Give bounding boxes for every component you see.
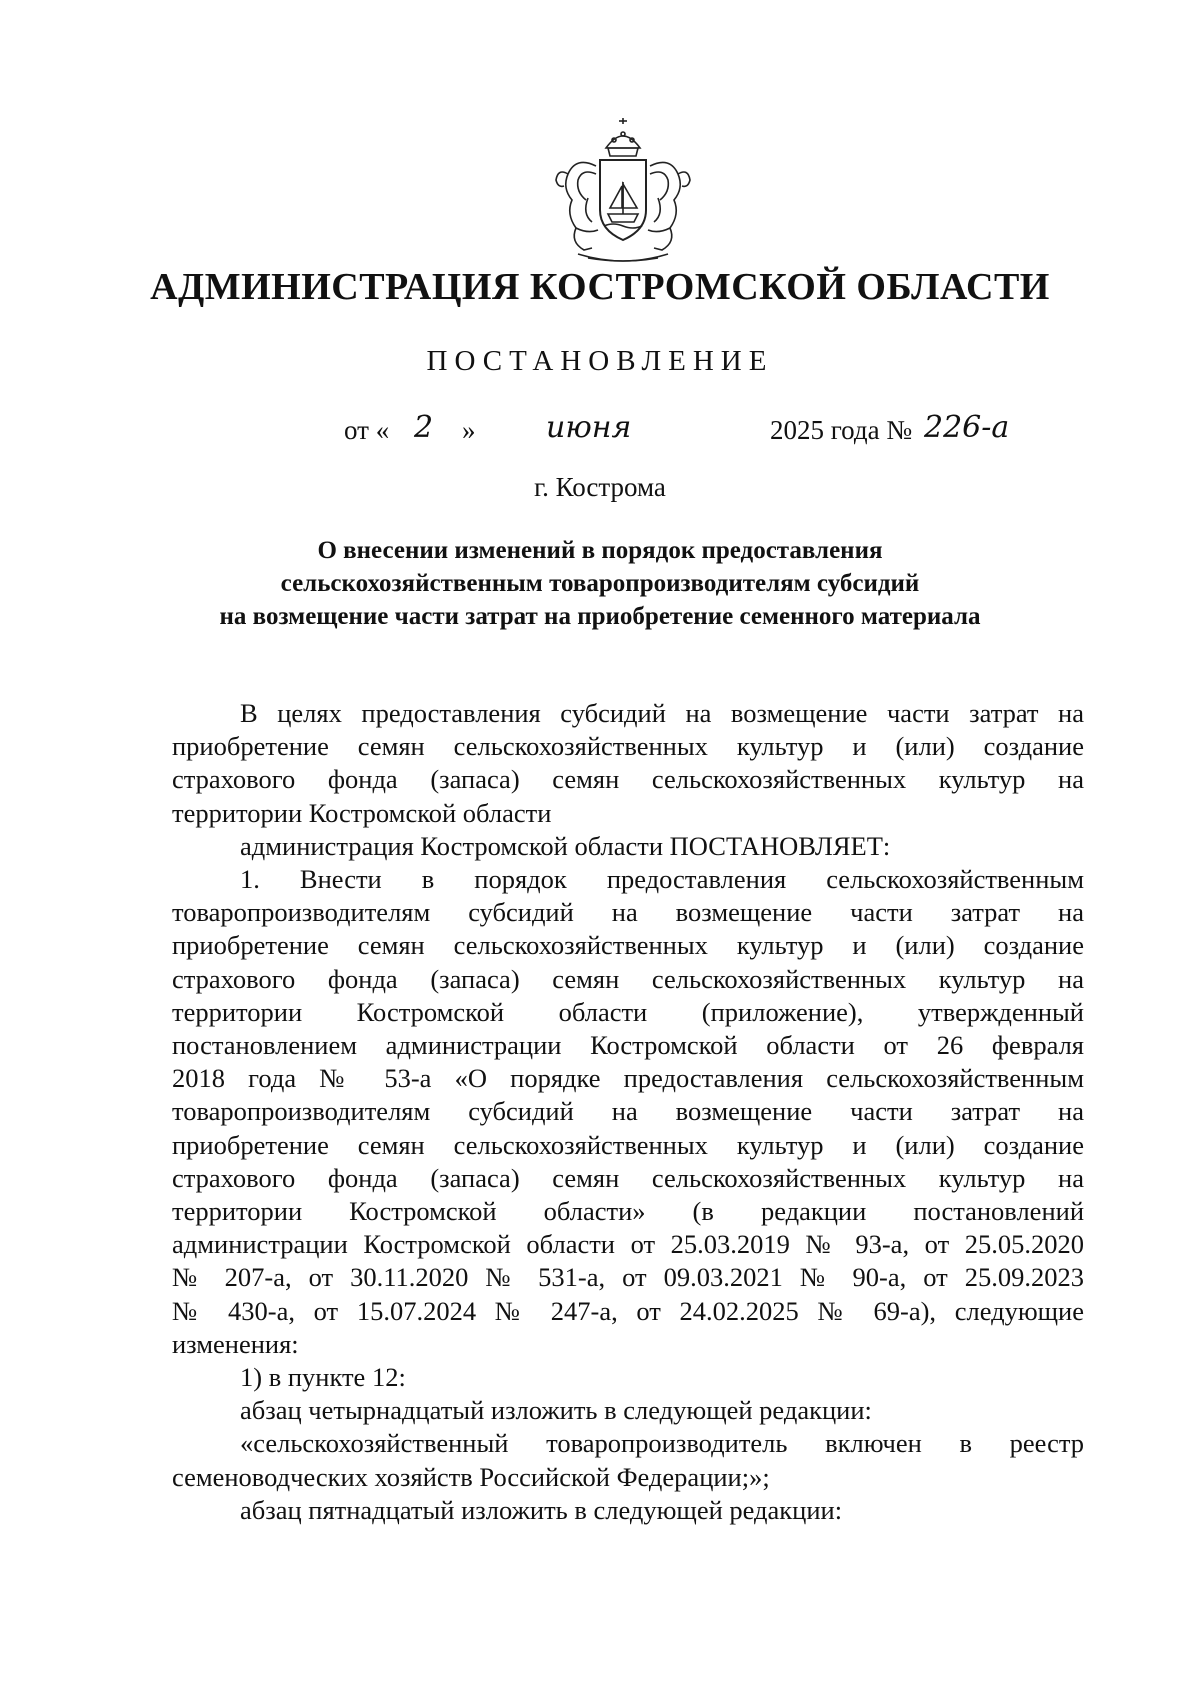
organization-title: АДМИНИСТРАЦИЯ КОСТРОМСКОЙ ОБЛАСТИ (150, 266, 1050, 308)
body-line: территории Костромской области (приложение), утвержденный (172, 996, 1084, 1027)
body-line: товаропроизводителям субсидий на возмещение части затрат на (172, 1096, 1084, 1127)
body-line: абзац четырнадцатый изложить в следующей редакции: (240, 1395, 872, 1426)
body-line: администрация Костромской области ПОСТАНОВЛЯЕТ: (240, 830, 891, 861)
date-year-text: 2025 года № (770, 415, 913, 445)
body-line: товаропроизводителям субсидий на возмещение части затрат на (172, 897, 1084, 928)
body-line: страхового фонда (запаса) семян сельскохозяйственных культур на (172, 963, 1084, 994)
document-subject (150, 534, 1050, 633)
city: г. Кострома (534, 472, 666, 502)
body-line: 1) в пункте 12: (240, 1362, 406, 1393)
document-type: ПОСТАНОВЛЕНИЕ (426, 345, 774, 377)
date-prefix: от « (344, 415, 390, 445)
subject-line: О внесении изменений в порядок предоставления (317, 537, 883, 564)
handwritten-number: 226-а (924, 410, 1010, 445)
body-line: приобретение семян сельскохозяйственных культур и (или) создание (172, 930, 1084, 961)
body-line: страхового фонда (запаса) семян сельскохозяйственных культур на (172, 1162, 1084, 1193)
date-day-close: » (462, 415, 476, 445)
body-line: территории Костромской области (172, 797, 552, 828)
body-line: администрации Костромской области от 25.03.2019 № 93-а, от 25.05.2020 (172, 1229, 1084, 1260)
body-line: приобретение семян сельскохозяйственных культур и (или) создание (172, 731, 1084, 762)
body-line: «сельскохозяйственный товаропроизводитель включен в реестр (240, 1428, 1084, 1459)
body-line: абзац пятнадцатый изложить в следующей редакции: (240, 1494, 843, 1525)
body-line: приобретение семян сельскохозяйственных культур и (или) создание (172, 1129, 1084, 1160)
body-line: № 207-а, от 30.11.2020 № 531-а, от 09.03.2021 № 90-а, от 25.09.2023 (172, 1262, 1084, 1293)
body-line: семеноводческих хозяйств Российской Федерации;»; (172, 1461, 770, 1492)
body-line: постановлением администрации Костромской области от 26 февраля (172, 1030, 1084, 1061)
body-line: 1. Внести в порядок предоставления сельскохозяйственным (240, 864, 1084, 895)
body-line: страхового фонда (запаса) семян сельскохозяйственных культур на (172, 764, 1084, 795)
coat-of-arms-icon (548, 118, 698, 266)
handwritten-day: 2 (414, 410, 434, 445)
body-line: В целях предоставления субсидий на возмещение части затрат на (240, 698, 1084, 728)
body-line: № 430-а, от 15.07.2024 № 247-а, от 24.02.2025 № 69-а), следующие (172, 1295, 1084, 1326)
body-line: изменения: (172, 1328, 299, 1359)
body-line: 2018 года № 53-а «О порядке предоставления сельскохозяйственным (172, 1063, 1084, 1094)
date-line (0, 405, 1200, 455)
subject-line: на возмещение части затрат на приобретение семенного материала (219, 603, 981, 630)
document-body (172, 697, 1084, 1527)
handwritten-month: июня (546, 410, 632, 445)
subject-line: сельскохозяйственным товаропроизводителям субсидий (280, 570, 920, 597)
body-line: территории Костромской области» (в редакции постановлений (172, 1196, 1084, 1227)
